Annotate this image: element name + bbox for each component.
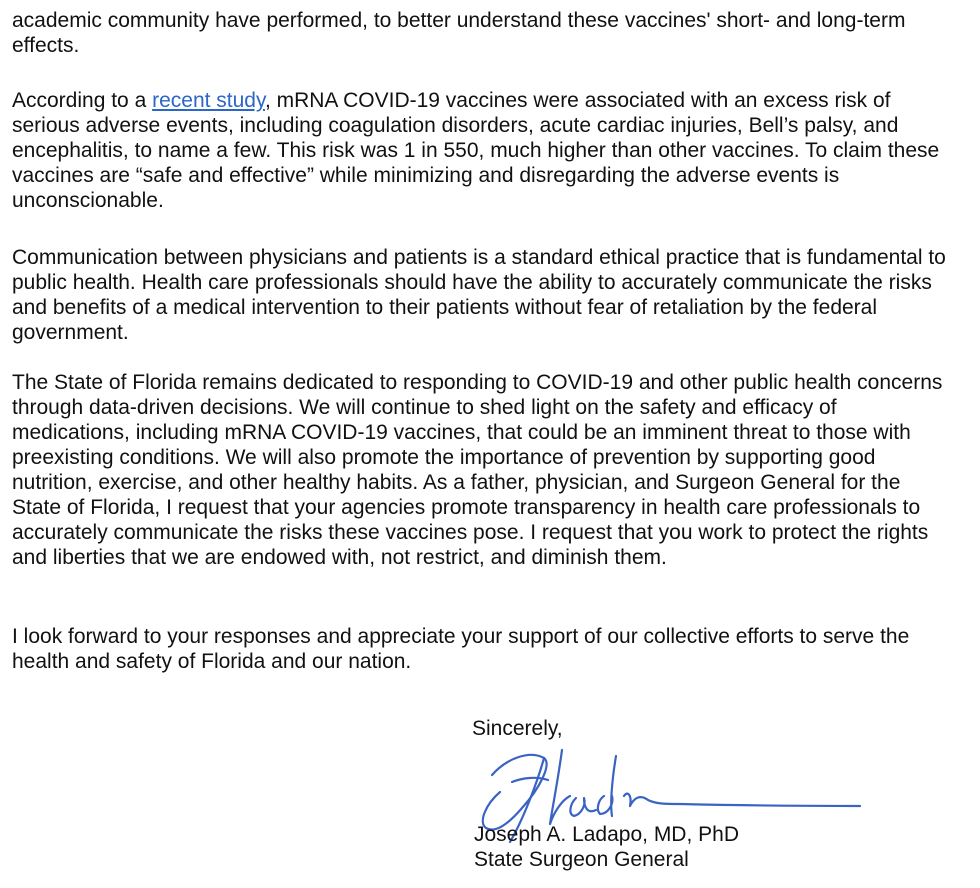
paragraph-communication: Communication between physicians and patients is a standard ethical practice that is fundamental to public health. Health care professionals should have the ability to accurately communicate the risks and benefits of a medical intervention to their patients without fear of retaliation by the federal government. xyxy=(12,246,946,344)
paragraph-closing-remarks: I look forward to your responses and appreciate your support of our collective efforts to serve the health and safety of Florida and our nation. xyxy=(12,625,910,673)
paragraph-adverse-events-intro: According to a xyxy=(12,89,153,112)
paragraph-florida-commitment: The State of Florida remains dedicated to responding to COVID-19 and other public health concerns through data-driven decisions. We will continue to shed light on the safety and efficacy of medications, including mRNA COVID-19 vaccines, that could be an imminent threat to those with preexisting conditions. We will also promote the importance of prevention by supporting good nutrition, exercise, and other healthy habits. As a father, physician, and Surgeon General for the State of Florida, I request that your agencies promote transparency in health care professionals to accurately communicate the risks these vaccines pose. I request that you work to protect the rights and liberties that we are endowed with, not restrict, and diminish them. xyxy=(12,371,943,569)
closing-salutation: Sincerely, xyxy=(472,717,563,740)
recent-study-link[interactable]: recent study xyxy=(152,89,265,112)
paragraph-adverse-events xyxy=(12,88,947,213)
signer-title: State Surgeon General xyxy=(474,848,689,871)
paragraph-study-context: academic community have performed, to better understand these vaccines' short- and long-term effects. xyxy=(12,9,906,57)
signer-block xyxy=(474,822,739,872)
paragraph-adverse-events-body: , mRNA COVID-19 vaccines were associated with an excess risk of serious adverse events, including coagulation disorders, acute cardiac injuries, Bell’s palsy, and encephalitis, to name a few. This risk was 1 in 550, much higher than other vaccines. To claim these vaccines are “safe and effective” while minimizing and disregarding the adverse events is unconscionable. xyxy=(12,89,940,212)
signer-name: Joseph A. Ladapo, MD, PhD xyxy=(474,823,739,846)
